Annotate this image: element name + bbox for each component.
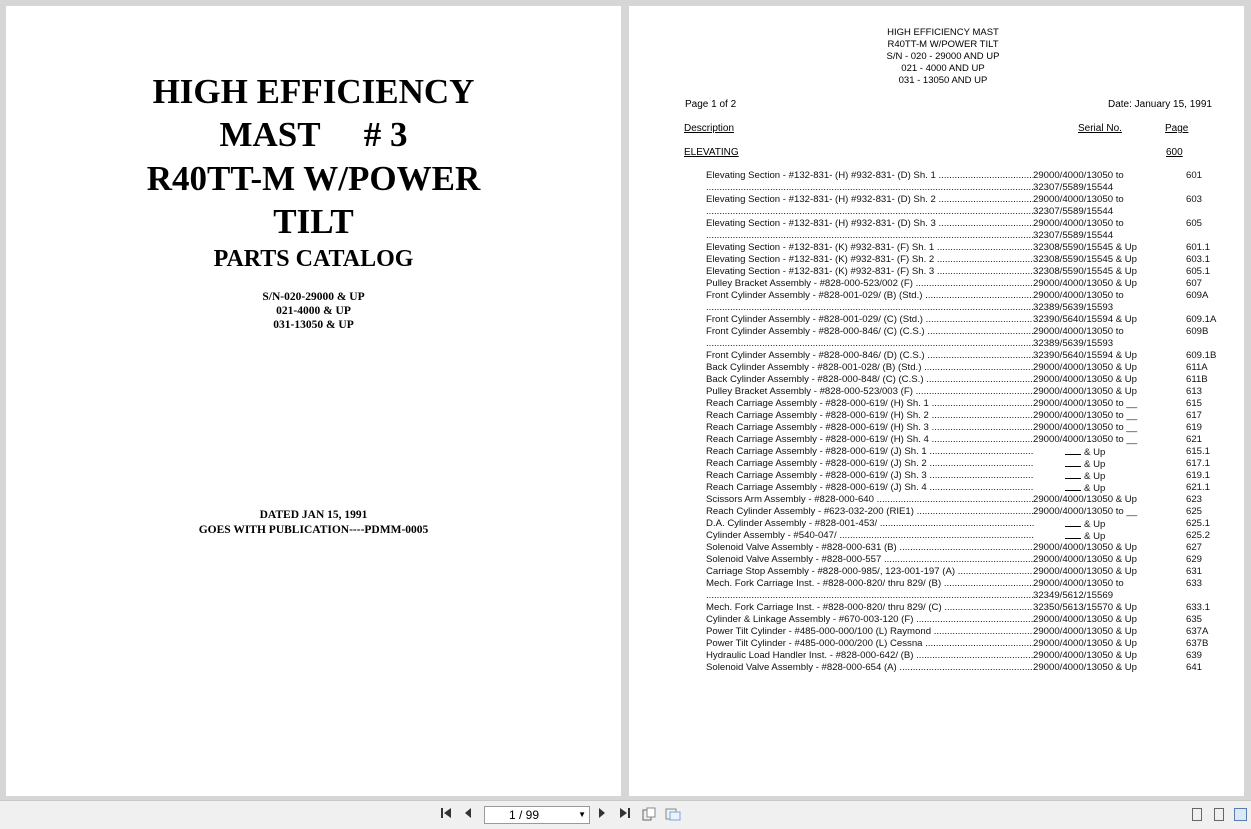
blank-serial-line xyxy=(1065,470,1081,479)
cover-serial-3: 031-13050 & UP xyxy=(273,319,354,331)
serial-range: 29000/4000/13050 to xyxy=(1033,218,1124,229)
cover-subtitle: PARTS CATALOG xyxy=(213,246,414,272)
page-reference: 611B xyxy=(1186,374,1208,385)
page-reference: 637B xyxy=(1186,638,1209,649)
table-row xyxy=(706,398,1244,410)
part-description: Back Cylinder Assembly - #828-000-848/ (C) (C.S.) ..... xyxy=(706,374,1034,386)
page-reference: 605 xyxy=(1186,218,1203,229)
table-row xyxy=(706,170,1244,182)
serial-range: 32307/5589/15544 xyxy=(1033,182,1114,193)
serial-range: 29000/4000/13050 to xyxy=(1033,170,1124,181)
cover-title-line-4: TILT xyxy=(273,202,354,241)
page-reference: 633 xyxy=(1186,578,1203,589)
serial-range: 29000/4000/13050 & Up xyxy=(1033,626,1138,637)
page-reference: 619 xyxy=(1186,422,1203,433)
table-row xyxy=(706,434,1244,446)
table-row xyxy=(706,194,1244,206)
part-description: Front Cylinder Assembly - #828-001-029/ (C) (Std.) ..... xyxy=(706,314,1034,326)
part-description: Cylinder Assembly - #540-047/ ..... xyxy=(706,530,1034,542)
part-description: Front Cylinder Assembly - #828-001-029/ (B) (Std.) ..... xyxy=(706,290,1034,302)
page-reference: 609.1B xyxy=(1186,350,1217,361)
page-reference: 607 xyxy=(1186,278,1203,289)
serial-text: & Up xyxy=(1084,447,1106,458)
table-row xyxy=(706,326,1244,338)
part-description: Solenoid Valve Assembly - #828-000-631 (B) ..... xyxy=(706,542,1034,554)
serial-text: & Up xyxy=(1084,483,1106,494)
serial-range: 29000/4000/13050 & Up xyxy=(1033,374,1138,385)
part-description: Reach Cylinder Assembly - #623-032-200 (RIE1) ..... xyxy=(706,506,1034,518)
page-reference: 625 xyxy=(1186,506,1203,517)
table-row xyxy=(706,470,1244,482)
page-reference: 627 xyxy=(1186,542,1203,553)
serial-range: 29000/4000/13050 & Up xyxy=(1033,650,1138,661)
table-row xyxy=(706,530,1244,542)
page-reference: 613 xyxy=(1186,386,1203,397)
blank-serial-line xyxy=(1065,458,1081,467)
part-description xyxy=(706,338,1033,350)
page-reference: 603 xyxy=(1186,194,1203,205)
serial-range: 29000/4000/13050 to xyxy=(1033,578,1124,589)
table-row xyxy=(706,350,1244,362)
page-reference: 609B xyxy=(1186,326,1209,337)
page-count-label: Page 1 of 2 xyxy=(685,99,737,110)
page-reference: 609A xyxy=(1186,290,1209,301)
index-header-line-2: R40TT-M W/POWER TILT xyxy=(887,39,999,50)
chevron-down-icon: ▼ xyxy=(578,810,586,819)
part-description: Reach Carriage Assembly - #828-000-619/ (H) Sh. 1 ..... xyxy=(706,398,1034,410)
table-row xyxy=(706,410,1244,422)
serial-range: 29000/4000/13050 to __ xyxy=(1033,422,1138,433)
table-row xyxy=(706,506,1244,518)
table-row xyxy=(706,638,1244,650)
table-row xyxy=(706,362,1244,374)
serial-range: 32350/5613/15570 & Up xyxy=(1033,602,1138,613)
table-row xyxy=(706,230,1244,242)
page-reference: 621.1 xyxy=(1186,482,1211,493)
page-reference: 605.1 xyxy=(1186,266,1211,277)
table-row xyxy=(706,302,1244,314)
part-description: Elevating Section - #132-831- (K) #932-831- (F) Sh. 2 ..... xyxy=(706,254,1034,266)
cover-title-line-3: R40TT-M W/POWER xyxy=(146,159,481,198)
table-row xyxy=(706,494,1244,506)
serial-range: 29000/4000/13050 & Up xyxy=(1033,494,1138,505)
serial-range: 32390/5640/15594 & Up xyxy=(1033,314,1138,325)
serial-range: 32389/5639/15593 xyxy=(1033,338,1114,349)
serial-range: 32308/5590/15545 & Up xyxy=(1033,242,1138,253)
two-page-view-icon[interactable] xyxy=(1234,808,1247,821)
serial-range: 32349/5612/15569 xyxy=(1033,590,1114,601)
table-row xyxy=(706,338,1244,350)
previous-page-icon[interactable] xyxy=(461,806,475,824)
section-page: 600 xyxy=(1166,147,1183,158)
serial-range: 29000/4000/13050 & Up xyxy=(1033,662,1138,673)
serial-text: & Up xyxy=(1084,471,1106,482)
page-reference: 629 xyxy=(1186,554,1203,565)
part-description: Back Cylinder Assembly - #828-001-028/ (B) (Std.) ..... xyxy=(706,362,1034,374)
cover-dated: DATED JAN 15, 1991 xyxy=(259,509,368,521)
serial-range: 29000/4000/13050 & Up xyxy=(1033,278,1138,289)
index-header-line-1: HIGH EFFICIENCY MAST xyxy=(887,27,999,38)
part-description: Elevating Section - #132-831- (H) #932-831- (D) Sh. 3 ..... xyxy=(706,218,1034,230)
page-reference: 621 xyxy=(1186,434,1203,445)
part-description: Cylinder & Linkage Assembly - #670-003-120 (F) ..... xyxy=(706,614,1034,626)
page-reference: 625.2 xyxy=(1186,530,1211,541)
part-description xyxy=(706,590,1033,602)
part-description: Elevating Section - #132-831- (K) #932-831- (F) Sh. 1 ..... xyxy=(706,242,1034,254)
serial-range: 29000/4000/13050 to __ xyxy=(1033,506,1138,517)
first-page-icon[interactable] xyxy=(438,806,454,824)
part-description: Reach Carriage Assembly - #828-000-619/ (H) Sh. 4 ..... xyxy=(706,434,1034,446)
table-row xyxy=(706,554,1244,566)
continuous-view-icon[interactable] xyxy=(1214,808,1224,821)
part-description xyxy=(706,230,1033,242)
cover-serial-2: 021-4000 & UP xyxy=(276,305,351,317)
part-description: Pulley Bracket Assembly - #828-000-523/003 (F) ..... xyxy=(706,386,1034,398)
cover-publication: GOES WITH PUBLICATION----PDMM-0005 xyxy=(198,524,429,536)
part-description xyxy=(706,182,1033,194)
rotate-icon[interactable] xyxy=(641,806,657,824)
part-description: Solenoid Valve Assembly - #828-000-557 ..... xyxy=(706,554,1034,566)
table-row xyxy=(706,218,1244,230)
index-header-line-3: S/N - 020 - 29000 AND UP xyxy=(886,51,1000,62)
page-reference: 633.1 xyxy=(1186,602,1211,613)
table-row xyxy=(706,254,1244,266)
page-reference: 615.1 xyxy=(1186,446,1211,457)
page-reference: 601.1 xyxy=(1186,242,1211,253)
single-page-view-icon[interactable] xyxy=(1192,808,1202,821)
serial-range: 32308/5590/15545 & Up xyxy=(1033,254,1138,265)
page-number-value: 1 / 99 xyxy=(508,808,540,822)
table-row xyxy=(706,602,1244,614)
table-row xyxy=(706,518,1244,530)
page-reference: 623 xyxy=(1186,494,1203,505)
cover-serial-1: S/N-020-29000 & UP xyxy=(262,291,365,303)
page-reference: 601 xyxy=(1186,170,1203,181)
table-row xyxy=(706,278,1244,290)
part-description: Reach Carriage Assembly - #828-000-619/ (H) Sh. 2 ..... xyxy=(706,410,1034,422)
serial-range: 29000/4000/13050 & Up xyxy=(1033,614,1138,625)
serial-range: 29000/4000/13050 to xyxy=(1033,194,1124,205)
page-reference: 615 xyxy=(1186,398,1203,409)
part-description: Power Tilt Cylinder - #485-000-000/100 (L) Raymond ..... xyxy=(706,626,1034,638)
part-description: Elevating Section - #132-831- (H) #932-831- (D) Sh. 1 ..... xyxy=(706,170,1034,182)
part-description: Reach Carriage Assembly - #828-000-619/ (J) Sh. 2 ..... xyxy=(706,458,1034,470)
blank-serial-line xyxy=(1065,446,1081,455)
part-description: Pulley Bracket Assembly - #828-000-523/002 (F) ..... xyxy=(706,278,1034,290)
serial-range: 32307/5589/15544 xyxy=(1033,206,1114,217)
table-row xyxy=(706,206,1244,218)
serial-text: & Up xyxy=(1084,531,1106,542)
page-reference: 617 xyxy=(1186,410,1203,421)
blank-serial-line xyxy=(1065,530,1081,539)
date-label: Date: January 15, 1991 xyxy=(1108,99,1212,110)
page-reference: 635 xyxy=(1186,614,1203,625)
part-description: Scissors Arm Assembly - #828-000-640 ..... xyxy=(706,494,1034,506)
page-reference: 617.1 xyxy=(1186,458,1211,469)
page-reference: 603.1 xyxy=(1186,254,1211,265)
page-reference: 631 xyxy=(1186,566,1203,577)
table-row xyxy=(706,662,1244,674)
serial-range: 29000/4000/13050 to __ xyxy=(1033,398,1138,409)
serial-range: 32389/5639/15593 xyxy=(1033,302,1114,313)
page-reference: 609.1A xyxy=(1186,314,1217,325)
page-reference: 611A xyxy=(1186,362,1208,373)
part-description: Front Cylinder Assembly - #828-000-846/ (C) (C.S.) ..... xyxy=(706,326,1034,338)
serial-range: 32390/5640/15594 & Up xyxy=(1033,350,1138,361)
serial-range: 29000/4000/13050 & Up xyxy=(1033,362,1138,373)
part-description: Elevating Section - #132-831- (H) #932-831- (D) Sh. 2 ..... xyxy=(706,194,1034,206)
part-description: D.A. Cylinder Assembly - #828-001-453/ ..... xyxy=(706,518,1034,530)
serial-text: & Up xyxy=(1084,519,1106,530)
serial-range: 29000/4000/13050 to __ xyxy=(1033,410,1138,421)
blank-serial-line xyxy=(1065,482,1081,491)
cover-title-line-1: HIGH EFFICIENCY xyxy=(152,72,475,111)
serial-column-header: Serial No. xyxy=(1078,123,1122,134)
part-description: Power Tilt Cylinder - #485-000-000/200 (L) Cessna ..... xyxy=(706,638,1034,650)
part-description: Reach Carriage Assembly - #828-000-619/ (J) Sh. 3 ..... xyxy=(706,470,1034,482)
blank-serial-line xyxy=(1065,518,1081,527)
serial-range: 32308/5590/15545 & Up xyxy=(1033,266,1138,277)
part-description: Hydraulic Load Handler Inst. - #828-000-642/ (B) ..... xyxy=(706,650,1034,662)
part-description: Solenoid Valve Assembly - #828-000-654 (A) ..... xyxy=(706,662,1034,674)
viewer-toolbar xyxy=(0,800,1251,829)
table-row xyxy=(706,542,1244,554)
last-page-icon[interactable] xyxy=(617,806,633,824)
serial-range: 29000/4000/13050 & Up xyxy=(1033,554,1138,565)
table-row xyxy=(706,290,1244,302)
page-reference: 639 xyxy=(1186,650,1203,661)
serial-range: 29000/4000/13050 & Up xyxy=(1033,566,1138,577)
part-description xyxy=(706,206,1033,218)
serial-range: 29000/4000/13050 to xyxy=(1033,326,1124,337)
serial-range: 29000/4000/13050 & Up xyxy=(1033,638,1138,649)
serial-range: 29000/4000/13050 & Up xyxy=(1033,386,1138,397)
part-description: Reach Carriage Assembly - #828-000-619/ (J) Sh. 4 ..... xyxy=(706,482,1034,494)
table-row xyxy=(706,458,1244,470)
table-row xyxy=(706,626,1244,638)
next-page-icon[interactable] xyxy=(595,806,609,824)
part-description xyxy=(706,302,1033,314)
index-header-line-5: 031 - 13050 AND UP xyxy=(898,75,988,86)
table-row xyxy=(706,242,1244,254)
serial-range: 29000/4000/13050 to xyxy=(1033,290,1124,301)
page-column-header: Page xyxy=(1165,123,1189,134)
part-description: Elevating Section - #132-831- (K) #932-831- (F) Sh. 3 ..... xyxy=(706,266,1034,278)
fit-page-icon[interactable] xyxy=(664,806,682,824)
serial-text: & Up xyxy=(1084,459,1106,470)
table-row xyxy=(706,422,1244,434)
section-title: ELEVATING xyxy=(684,147,739,158)
index-page xyxy=(629,6,1244,796)
part-description: Reach Carriage Assembly - #828-000-619/ (H) Sh. 3 ..... xyxy=(706,422,1034,434)
part-description: Mech. Fork Carriage Inst. - #828-000-820/ thru 829/ (C) ..... xyxy=(706,602,1034,614)
index-header-line-4: 021 - 4000 AND UP xyxy=(901,63,985,74)
cover-page xyxy=(6,6,621,796)
page-reference: 641 xyxy=(1186,662,1203,673)
page-number-select[interactable] xyxy=(484,806,590,824)
table-row xyxy=(706,578,1244,590)
serial-range: 32307/5589/15544 xyxy=(1033,230,1114,241)
part-description: Reach Carriage Assembly - #828-000-619/ (J) Sh. 1 ..... xyxy=(706,446,1034,458)
table-row xyxy=(706,590,1244,602)
table-row xyxy=(706,182,1244,194)
page-reference: 619.1 xyxy=(1186,470,1211,481)
table-row xyxy=(706,614,1244,626)
table-row xyxy=(706,482,1244,494)
table-row xyxy=(706,314,1244,326)
description-column-header: Description xyxy=(684,123,735,134)
part-description: Front Cylinder Assembly - #828-000-846/ (D) (C.S.) ..... xyxy=(706,350,1034,362)
table-row xyxy=(706,566,1244,578)
part-description: Carriage Stop Assembly - #828-000-985/, 123-001-197 (A) ..... xyxy=(706,566,1034,578)
cover-title-line-2: MAST # 3 xyxy=(219,115,408,154)
table-row xyxy=(706,446,1244,458)
serial-range: 29000/4000/13050 & Up xyxy=(1033,542,1138,553)
table-row xyxy=(706,386,1244,398)
page-reference: 625.1 xyxy=(1186,518,1211,529)
page-reference: 637A xyxy=(1186,626,1209,637)
serial-range: 29000/4000/13050 to __ xyxy=(1033,434,1138,445)
table-row xyxy=(706,266,1244,278)
part-description: Mech. Fork Carriage Inst. - #828-000-820/ thru 829/ (B) ..... xyxy=(706,578,1034,590)
table-row xyxy=(706,374,1244,386)
table-row xyxy=(706,650,1244,662)
